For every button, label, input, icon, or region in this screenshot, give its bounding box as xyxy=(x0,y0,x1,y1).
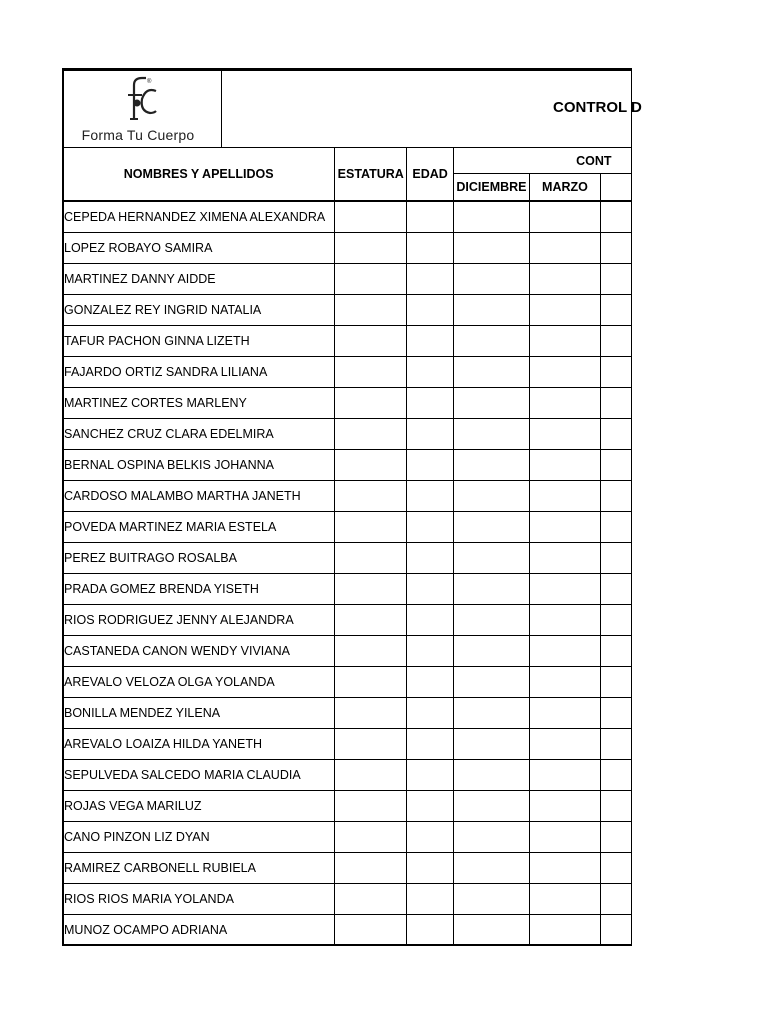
age-cell[interactable] xyxy=(407,357,454,388)
member-name-cell[interactable]: SANCHEZ CRUZ CLARA EDELMIRA xyxy=(63,419,335,450)
height-cell[interactable] xyxy=(335,884,407,915)
december-cell[interactable] xyxy=(454,667,530,698)
table-row xyxy=(63,450,632,481)
age-cell[interactable] xyxy=(407,822,454,853)
member-name-cell[interactable]: GONZALEZ REY INGRID NATALIA xyxy=(63,295,335,326)
december-cell[interactable] xyxy=(454,822,530,853)
table-row xyxy=(63,512,632,543)
height-cell[interactable] xyxy=(335,667,407,698)
march-cell[interactable] xyxy=(529,201,600,233)
table-row xyxy=(63,853,632,884)
height-cell[interactable] xyxy=(335,574,407,605)
march-cell[interactable] xyxy=(529,543,600,574)
march-cell[interactable] xyxy=(529,481,600,512)
member-name-cell[interactable]: SEPULVEDA SALCEDO MARIA CLAUDIA xyxy=(63,760,335,791)
height-cell[interactable] xyxy=(335,264,407,295)
age-cell[interactable] xyxy=(407,512,454,543)
extra-cell[interactable] xyxy=(601,201,632,233)
height-cell[interactable] xyxy=(335,636,407,667)
table-row xyxy=(63,233,632,264)
extra-cell[interactable] xyxy=(601,791,632,822)
extra-cell[interactable] xyxy=(601,667,632,698)
table-row xyxy=(63,698,632,729)
age-cell[interactable] xyxy=(407,450,454,481)
age-cell[interactable] xyxy=(407,915,454,946)
height-cell[interactable] xyxy=(335,915,407,946)
table-row xyxy=(63,915,632,946)
age-cell[interactable] xyxy=(407,853,454,884)
march-cell[interactable] xyxy=(529,295,600,326)
december-cell[interactable] xyxy=(454,326,530,357)
table-row xyxy=(63,729,632,760)
extra-cell[interactable] xyxy=(601,388,632,419)
extra-cell[interactable] xyxy=(601,605,632,636)
height-cell[interactable] xyxy=(335,201,407,233)
december-cell[interactable] xyxy=(454,791,530,822)
march-cell[interactable] xyxy=(529,574,600,605)
december-cell[interactable] xyxy=(454,605,530,636)
extra-cell[interactable] xyxy=(601,295,632,326)
extra-cell[interactable] xyxy=(601,326,632,357)
height-cell[interactable] xyxy=(335,419,407,450)
age-cell[interactable] xyxy=(407,574,454,605)
december-cell[interactable] xyxy=(454,698,530,729)
extra-cell[interactable] xyxy=(601,915,632,946)
december-cell[interactable] xyxy=(454,574,530,605)
table-row xyxy=(63,264,632,295)
march-cell[interactable] xyxy=(529,884,600,915)
december-cell[interactable] xyxy=(454,512,530,543)
age-cell[interactable] xyxy=(407,481,454,512)
svg-text:®: ® xyxy=(147,79,152,85)
height-cell[interactable] xyxy=(335,388,407,419)
extra-cell[interactable] xyxy=(601,233,632,264)
march-cell[interactable] xyxy=(529,605,600,636)
header-month-december: DICIEMBRE xyxy=(454,174,530,202)
brand-logo xyxy=(76,75,200,143)
height-cell[interactable] xyxy=(335,543,407,574)
logo-text: Forma Tu Cuerpo xyxy=(81,127,195,143)
height-cell[interactable] xyxy=(335,295,407,326)
header-row xyxy=(63,148,632,174)
table-row xyxy=(63,822,632,853)
extra-cell[interactable] xyxy=(601,698,632,729)
extra-cell[interactable] xyxy=(601,419,632,450)
member-name-cell[interactable]: TAFUR PACHON GINNA LIZETH xyxy=(63,326,335,357)
height-cell[interactable] xyxy=(335,605,407,636)
member-name-cell[interactable]: FAJARDO ORTIZ SANDRA LILIANA xyxy=(63,357,335,388)
age-cell[interactable] xyxy=(407,729,454,760)
march-cell[interactable] xyxy=(529,729,600,760)
height-cell[interactable] xyxy=(335,853,407,884)
member-name-cell[interactable]: RAMIREZ CARBONELL RUBIELA xyxy=(63,853,335,884)
december-cell[interactable] xyxy=(454,201,530,233)
age-cell[interactable] xyxy=(407,295,454,326)
height-cell[interactable] xyxy=(335,698,407,729)
member-name-cell[interactable]: RIOS RODRIGUEZ JENNY ALEJANDRA xyxy=(63,605,335,636)
march-cell[interactable] xyxy=(529,667,600,698)
member-name-cell[interactable]: PRADA GOMEZ BRENDA YISETH xyxy=(63,574,335,605)
age-cell[interactable] xyxy=(407,388,454,419)
extra-cell[interactable] xyxy=(601,760,632,791)
table-row xyxy=(63,574,632,605)
table-row xyxy=(63,481,632,512)
height-cell[interactable] xyxy=(335,760,407,791)
member-name-cell[interactable]: MARTINEZ DANNY AIDDE xyxy=(63,264,335,295)
march-cell[interactable] xyxy=(529,450,600,481)
extra-cell[interactable] xyxy=(601,543,632,574)
age-cell[interactable] xyxy=(407,698,454,729)
march-cell[interactable] xyxy=(529,915,600,946)
member-name-cell[interactable]: MUNOZ OCAMPO ADRIANA xyxy=(63,915,335,946)
december-cell[interactable] xyxy=(454,543,530,574)
member-name-cell[interactable]: PEREZ BUITRAGO ROSALBA xyxy=(63,543,335,574)
spreadsheet xyxy=(62,68,642,945)
march-cell[interactable] xyxy=(529,791,600,822)
december-cell[interactable] xyxy=(454,357,530,388)
table-row xyxy=(63,388,632,419)
december-cell[interactable] xyxy=(454,264,530,295)
member-name-cell[interactable]: POVEDA MARTINEZ MARIA ESTELA xyxy=(63,512,335,543)
table-row xyxy=(63,419,632,450)
header-month-cutoff xyxy=(601,174,632,202)
march-cell[interactable] xyxy=(529,853,600,884)
member-name-cell[interactable]: CASTANEDA CANON WENDY VIVIANA xyxy=(63,636,335,667)
age-cell[interactable] xyxy=(407,667,454,698)
age-cell[interactable] xyxy=(407,791,454,822)
age-cell[interactable] xyxy=(407,264,454,295)
header-height: ESTATURA xyxy=(335,148,407,202)
extra-cell[interactable] xyxy=(601,822,632,853)
march-cell[interactable] xyxy=(529,512,600,543)
member-name-cell[interactable]: BONILLA MENDEZ YILENA xyxy=(63,698,335,729)
december-cell[interactable] xyxy=(454,760,530,791)
age-cell[interactable] xyxy=(407,884,454,915)
height-cell[interactable] xyxy=(335,512,407,543)
header-name: NOMBRES Y APELLIDOS xyxy=(63,148,335,202)
member-name-cell[interactable]: RIOS RIOS MARIA YOLANDA xyxy=(63,884,335,915)
logo-cell xyxy=(64,71,222,147)
table-row xyxy=(63,201,632,233)
table-row xyxy=(63,760,632,791)
march-cell[interactable] xyxy=(529,419,600,450)
age-cell[interactable] xyxy=(407,233,454,264)
member-name-cell[interactable]: CANO PINZON LIZ DYAN xyxy=(63,822,335,853)
table-row xyxy=(63,357,632,388)
extra-cell[interactable] xyxy=(601,264,632,295)
height-cell[interactable] xyxy=(335,450,407,481)
age-cell[interactable] xyxy=(407,760,454,791)
member-name-cell[interactable]: AREVALO VELOZA OLGA YOLANDA xyxy=(63,667,335,698)
member-name-cell[interactable]: CARDOSO MALAMBO MARTHA JANETH xyxy=(63,481,335,512)
march-cell[interactable] xyxy=(529,357,600,388)
march-cell[interactable] xyxy=(529,822,600,853)
december-cell[interactable] xyxy=(454,419,530,450)
extra-cell[interactable] xyxy=(601,512,632,543)
december-cell[interactable] xyxy=(454,884,530,915)
march-cell[interactable] xyxy=(529,760,600,791)
extra-cell[interactable] xyxy=(601,574,632,605)
header-control-group: CONT xyxy=(454,148,632,174)
extra-cell[interactable] xyxy=(601,357,632,388)
age-cell[interactable] xyxy=(407,605,454,636)
december-cell[interactable] xyxy=(454,729,530,760)
height-cell[interactable] xyxy=(335,729,407,760)
extra-cell[interactable] xyxy=(601,636,632,667)
age-cell[interactable] xyxy=(407,419,454,450)
age-cell[interactable] xyxy=(407,636,454,667)
header-age: EDAD xyxy=(407,148,454,202)
march-cell[interactable] xyxy=(529,698,600,729)
december-cell[interactable] xyxy=(454,450,530,481)
height-cell[interactable] xyxy=(335,481,407,512)
height-cell[interactable] xyxy=(335,326,407,357)
fc-logo-mark-icon xyxy=(76,75,200,125)
december-cell[interactable] xyxy=(454,636,530,667)
height-cell[interactable] xyxy=(335,357,407,388)
height-cell[interactable] xyxy=(335,822,407,853)
december-cell[interactable] xyxy=(454,915,530,946)
march-cell[interactable] xyxy=(529,233,600,264)
age-cell[interactable] xyxy=(407,201,454,233)
header-month-march: MARZO xyxy=(529,174,600,202)
member-name-cell[interactable]: LOPEZ ROBAYO SAMIRA xyxy=(63,233,335,264)
december-cell[interactable] xyxy=(454,388,530,419)
march-cell[interactable] xyxy=(529,326,600,357)
extra-cell[interactable] xyxy=(601,853,632,884)
march-cell[interactable] xyxy=(529,264,600,295)
member-name-cell[interactable]: MARTINEZ CORTES MARLENY xyxy=(63,388,335,419)
age-cell[interactable] xyxy=(407,326,454,357)
march-cell[interactable] xyxy=(529,636,600,667)
extra-cell[interactable] xyxy=(601,884,632,915)
december-cell[interactable] xyxy=(454,295,530,326)
december-cell[interactable] xyxy=(454,233,530,264)
march-cell[interactable] xyxy=(529,388,600,419)
member-name-cell[interactable]: ROJAS VEGA MARILUZ xyxy=(63,791,335,822)
table-row xyxy=(63,295,632,326)
december-cell[interactable] xyxy=(454,481,530,512)
extra-cell[interactable] xyxy=(601,450,632,481)
height-cell[interactable] xyxy=(335,791,407,822)
extra-cell[interactable] xyxy=(601,729,632,760)
members-table xyxy=(62,147,632,946)
december-cell[interactable] xyxy=(454,853,530,884)
table-row xyxy=(63,636,632,667)
member-name-cell[interactable]: CEPEDA HERNANDEZ XIMENA ALEXANDRA xyxy=(63,201,335,233)
member-name-cell[interactable]: AREVALO LOAIZA HILDA YANETH xyxy=(63,729,335,760)
member-name-cell[interactable]: BERNAL OSPINA BELKIS JOHANNA xyxy=(63,450,335,481)
table-row xyxy=(63,605,632,636)
table-row xyxy=(63,791,632,822)
table-row xyxy=(63,667,632,698)
table-row xyxy=(63,543,632,574)
age-cell[interactable] xyxy=(407,543,454,574)
table-row xyxy=(63,884,632,915)
table-row xyxy=(63,326,632,357)
table-body xyxy=(63,201,632,946)
extra-cell[interactable] xyxy=(601,481,632,512)
page-title: CONTROL D xyxy=(553,99,642,116)
height-cell[interactable] xyxy=(335,233,407,264)
